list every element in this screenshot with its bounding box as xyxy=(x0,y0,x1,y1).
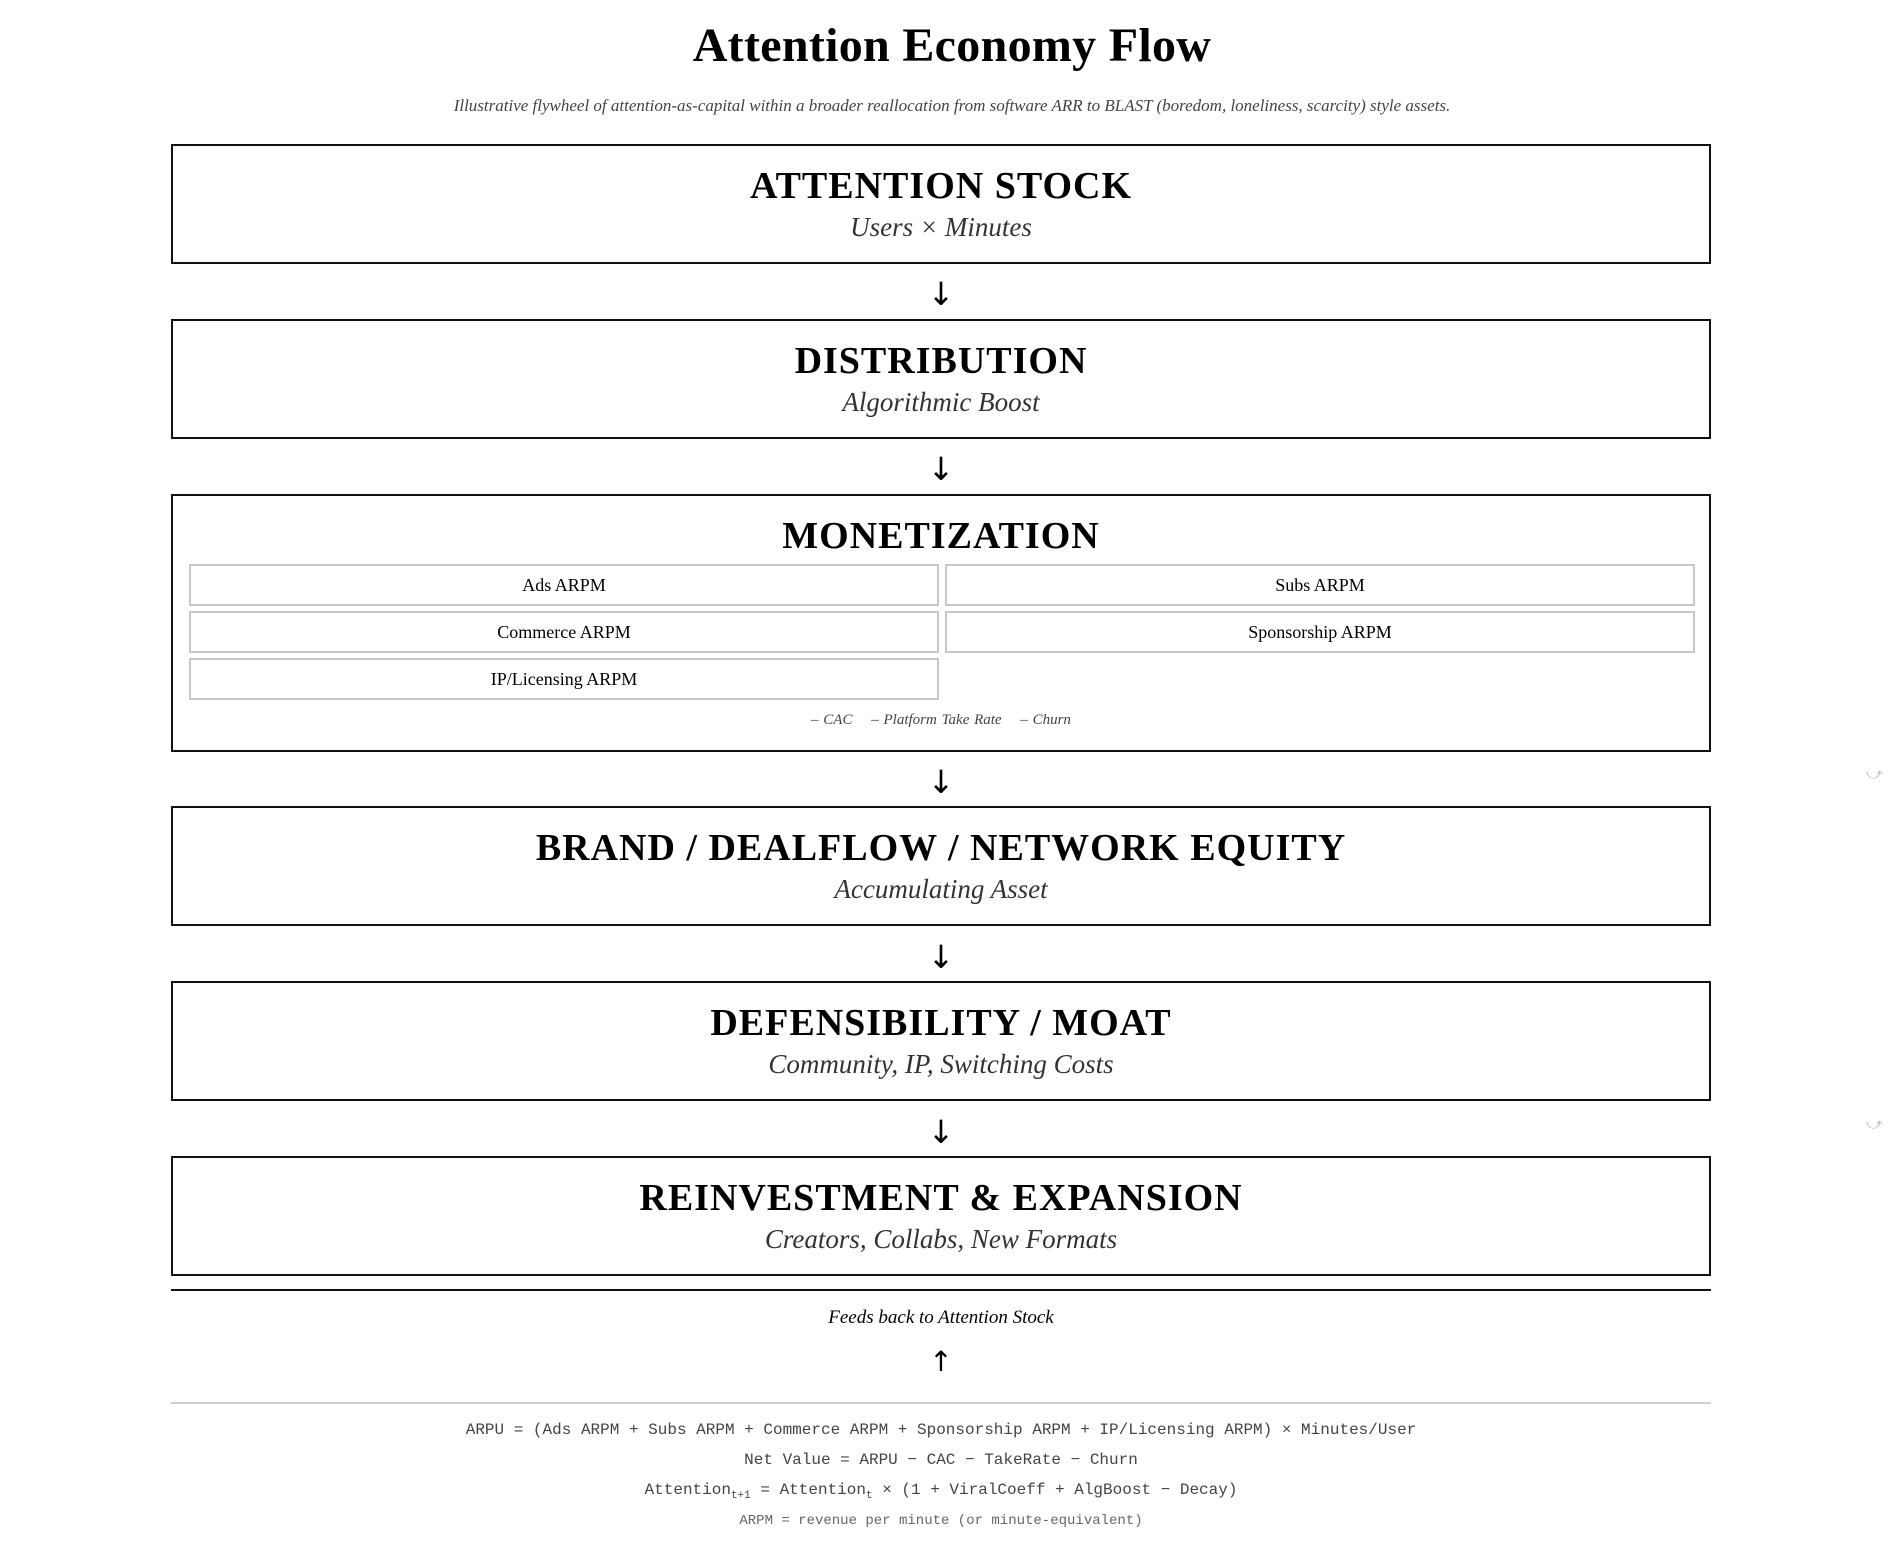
defensibility-subtitle: Community, IP, Switching Costs xyxy=(768,1049,1114,1079)
formula-arpu: ARPU = (Ads ARPM + Subs ARPM + Commerce ARPM + Sponsorship ARPM + IP/Licensing ARPM) × Minutes/User xyxy=(465,1421,1417,1439)
formula-divider xyxy=(171,1402,1711,1404)
formula-attention-lhs: Attention xyxy=(644,1481,731,1499)
deduction-churn: – Churn xyxy=(1020,712,1071,728)
page-title: Attention Economy Flow xyxy=(692,19,1212,72)
page-subtitle: Illustrative flywheel of attention-as-capital within a broader reallocation from software ARR to BLAST (boredom, loneliness, scarcity) style assets. xyxy=(453,96,1451,115)
defensibility-box xyxy=(171,981,1711,1101)
distribution-subtitle: Algorithmic Boost xyxy=(842,387,1040,417)
revenue-stream-ip-licensing: IP/Licensing ARPM xyxy=(189,658,939,700)
formula-attention-lhs-sub: t+1 xyxy=(730,1490,751,1503)
monetization-box xyxy=(171,494,1711,752)
attention-stock-subtitle: Users × Minutes xyxy=(850,212,1032,242)
up-arrow-icon: ↑ xyxy=(929,1345,953,1378)
distribution-box xyxy=(171,319,1711,439)
deduction-cac: – CAC xyxy=(811,712,853,728)
down-arrow-icon: ↓ xyxy=(927,763,955,801)
reinvestment-box xyxy=(171,1156,1711,1276)
revenue-stream-sponsorship: Sponsorship ARPM xyxy=(945,611,1695,653)
distribution-title: DISTRIBUTION xyxy=(794,340,1088,382)
down-arrow-icon: ↓ xyxy=(927,1113,955,1151)
brand-equity-box xyxy=(171,806,1711,926)
down-arrow-icon: ↓ xyxy=(927,275,955,313)
feedback-label: Feeds back to Attention Stock xyxy=(828,1307,1054,1328)
attention-stock-title: ATTENTION STOCK xyxy=(749,165,1133,207)
reinvestment-subtitle: Creators, Collabs, New Formats xyxy=(764,1224,1118,1254)
revenue-stream-ads: Ads ARPM xyxy=(189,564,939,606)
down-arrow-icon: ↓ xyxy=(927,938,955,976)
formula-arpm-note: ARPM = revenue per minute (or minute-equivalent) xyxy=(739,1513,1143,1529)
formula-attention xyxy=(171,1481,1711,1502)
defensibility-title: DEFENSIBILITY / MOAT xyxy=(710,1002,1172,1044)
reinvestment-title: REINVESTMENT & EXPANSION xyxy=(639,1177,1243,1219)
down-arrow-icon: ↓ xyxy=(927,450,955,488)
deduction-take-rate: – Platform Take Rate xyxy=(871,712,1002,728)
monetization-deductions xyxy=(173,712,1709,729)
loop-arrow-icon: ⤻ xyxy=(1866,764,1884,783)
revenue-stream-subs: Subs ARPM xyxy=(945,564,1695,606)
monetization-title: MONETIZATION xyxy=(782,515,1100,557)
feedback-line xyxy=(171,1289,1711,1291)
loop-arrow-icon: ⤻ xyxy=(1866,1114,1884,1133)
revenue-stream-commerce: Commerce ARPM xyxy=(189,611,939,653)
brand-equity-title: BRAND / DEALFLOW / NETWORK EQUITY xyxy=(535,827,1347,869)
brand-equity-subtitle: Accumulating Asset xyxy=(834,874,1048,904)
formula-attention-mid-sub: t xyxy=(865,1490,873,1503)
attention-stock-box xyxy=(171,144,1711,264)
formula-attention-mid: = Attention xyxy=(750,1481,866,1499)
formula-attention-rhs: × (1 + ViralCoeff + AlgBoost − Decay) xyxy=(872,1481,1238,1499)
formula-net-value: Net Value = ARPU − CAC − TakeRate − Churn xyxy=(744,1451,1138,1469)
